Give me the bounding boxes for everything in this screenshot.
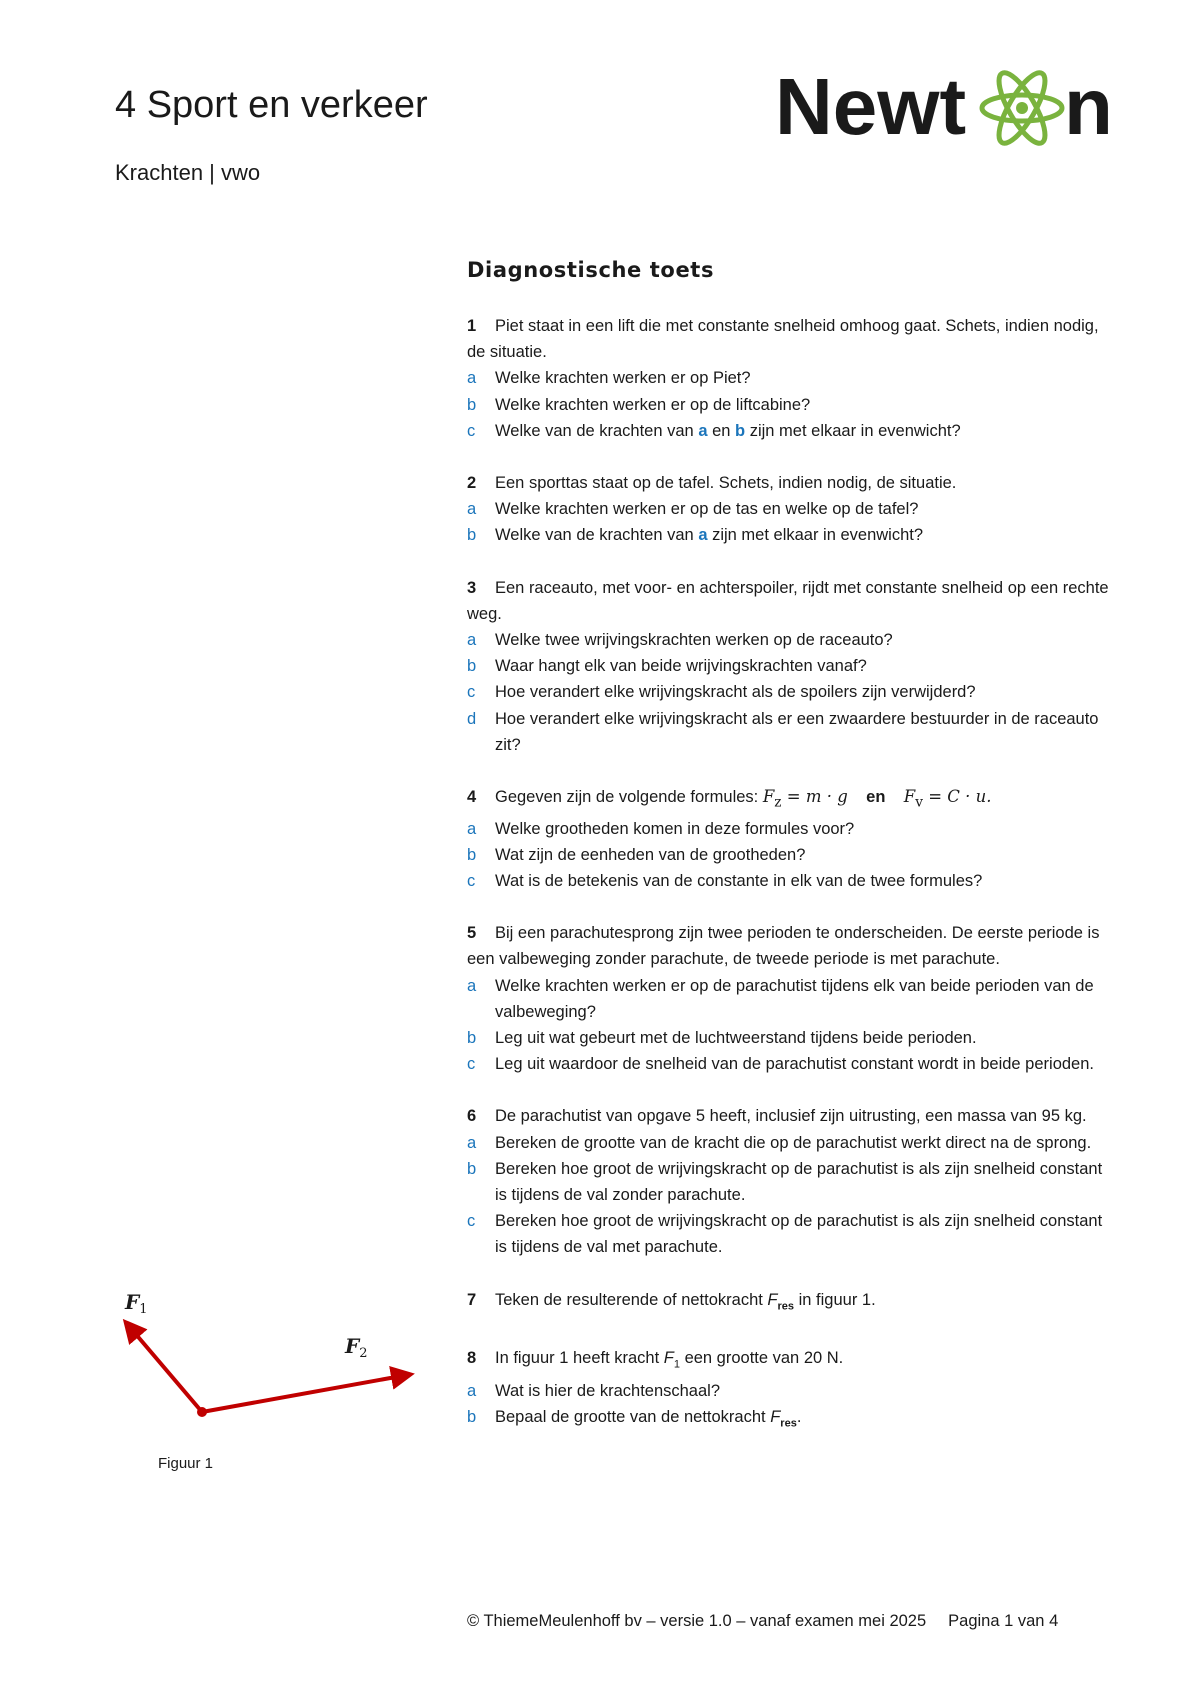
subquestion-3c bbox=[467, 679, 1117, 705]
newton-logo bbox=[775, 62, 1120, 152]
formula-friction: $F_v = C \cdot u$. bbox=[903, 787, 992, 811]
force-diagram bbox=[115, 1285, 435, 1435]
question-text: Teken de resulterende of nettokracht $F_{res}$ in figuur 1. bbox=[495, 1290, 876, 1312]
subquestion-letter: b bbox=[467, 526, 477, 545]
subquestion-3a bbox=[467, 627, 1117, 653]
subquestion-8b bbox=[467, 1404, 1117, 1437]
subquestion-2a bbox=[467, 496, 1117, 522]
subquestion-4c bbox=[467, 868, 1117, 894]
subquestion-text: Welke van de krachten van a zijn met elkaar in evenwicht? bbox=[495, 526, 924, 545]
question-7 bbox=[467, 1287, 1117, 1320]
subquestion-letter: c bbox=[467, 1055, 476, 1074]
question-text: Gegeven zijn de volgende formules: bbox=[495, 788, 763, 807]
subquestion-letter: a bbox=[467, 819, 477, 838]
question-number: 8 bbox=[467, 1349, 477, 1368]
question-8 bbox=[467, 1345, 1117, 1436]
subquestion-text: Wat is hier de krachtenschaal? bbox=[495, 1381, 720, 1400]
question-text: In figuur 1 heeft kracht $F_1$ een grootte van 20 N. bbox=[495, 1349, 844, 1371]
question-number: 2 bbox=[467, 474, 477, 493]
question-list bbox=[467, 313, 1117, 1462]
subquestion-text: Waar hangt elk van beide wrijvingskrachten vanaf? bbox=[495, 657, 867, 676]
subquestion-text: Leg uit waardoor de snelheid van de parachutist constant wordt in beide perioden. bbox=[495, 1055, 1094, 1074]
atom-icon bbox=[982, 67, 1062, 149]
subquestion-letter: c bbox=[467, 1212, 476, 1231]
question-text: Een raceauto, met voor- en achterspoiler, rijdt met constante snelheid op een rechte weg. bbox=[467, 578, 1109, 623]
subquestion-letter: a bbox=[467, 1133, 477, 1152]
label-f2: $F_2$ bbox=[345, 1334, 368, 1361]
subquestion-5a bbox=[467, 973, 1117, 1025]
question-6 bbox=[467, 1103, 1117, 1260]
subquestion-2b bbox=[467, 522, 1117, 548]
label-f1: $F_1$ bbox=[125, 1290, 148, 1317]
subquestion-letter: c bbox=[467, 421, 476, 440]
question-text: Een sporttas staat op de tafel. Schets, indien nodig, de situatie. bbox=[495, 474, 957, 493]
subquestion-letter: b bbox=[467, 1407, 477, 1426]
question-number: 6 bbox=[467, 1107, 477, 1126]
logo-text-right: n bbox=[1064, 62, 1113, 151]
question-number: 3 bbox=[467, 578, 477, 597]
subquestion-letter: b bbox=[467, 395, 477, 414]
document-subtitle: Krachten | vwo bbox=[115, 160, 261, 185]
figure-caption: Figuur 1 bbox=[158, 1455, 214, 1472]
subquestion-3d bbox=[467, 706, 1117, 758]
subquestion-letter: d bbox=[467, 709, 477, 728]
subquestion-5b bbox=[467, 1025, 1117, 1051]
question-3 bbox=[467, 575, 1117, 758]
subquestion-text: Hoe verandert elke wrijvingskracht als er een zwaardere bestuurder in de raceauto zit? bbox=[495, 709, 1099, 754]
question-text: Piet staat in een lift die met constante snelheid omhoog gaat. Schets, indien nodig, de situatie. bbox=[467, 317, 1099, 362]
subquestion-text: Welke krachten werken er op de tas en welke op de tafel? bbox=[495, 500, 919, 519]
reference-letter: a bbox=[698, 421, 708, 440]
subquestion-4a bbox=[467, 816, 1117, 842]
question-number: 1 bbox=[467, 317, 477, 335]
page-footer bbox=[467, 1612, 1058, 1631]
subquestion-letter: c bbox=[467, 683, 476, 702]
formula-connector: en bbox=[866, 788, 886, 807]
force-vector-f2 bbox=[202, 1375, 407, 1412]
subquestion-6c bbox=[467, 1208, 1117, 1260]
subquestion-letter: b bbox=[467, 657, 477, 676]
page-number: Pagina 1 van 4 bbox=[948, 1612, 1059, 1630]
copyright-notice: © ThiemeMeulenhoff bv – versie 1.0 – vanaf examen mei 2025 bbox=[467, 1612, 927, 1630]
subquestion-6b bbox=[467, 1156, 1117, 1208]
subquestion-letter: a bbox=[467, 500, 477, 519]
subquestion-3b bbox=[467, 653, 1117, 679]
subquestion-text: Leg uit wat gebeurt met de luchtweerstand tijdens beide perioden. bbox=[495, 1028, 977, 1047]
subquestion-text: Welke krachten werken er op de liftcabine? bbox=[495, 395, 811, 414]
subquestion-text: Wat is de betekenis van de constante in elk van de twee formules? bbox=[495, 871, 983, 890]
subquestion-text: Welke twee wrijvingskrachten werken op de raceauto? bbox=[495, 631, 893, 650]
subquestion-1c bbox=[467, 418, 1117, 444]
subquestion-text: Welke grootheden komen in deze formules voor? bbox=[495, 819, 855, 838]
subquestion-text: Bereken hoe groot de wrijvingskracht op de parachutist is als zijn snelheid constant is tijdens de val zonder parachute. bbox=[495, 1159, 1103, 1204]
question-5 bbox=[467, 920, 1117, 1077]
subquestion-text: Welke krachten werken er op de parachutist tijdens elk van beide perioden van de valbeweging? bbox=[495, 976, 1094, 1021]
force-vector-f1 bbox=[128, 1325, 202, 1412]
subquestion-8a bbox=[467, 1378, 1117, 1404]
subquestion-letter: a bbox=[467, 976, 477, 995]
subquestion-4b bbox=[467, 842, 1117, 868]
question-4 bbox=[467, 784, 1117, 894]
section-heading: Diagnostische toets bbox=[467, 258, 715, 282]
question-text: Bij een parachutesprong zijn twee perioden te onderscheiden. De eerste periode is een valbeweging zonder parachute, de tweede periode is met parachute. bbox=[467, 924, 1100, 969]
subquestion-letter: b bbox=[467, 1159, 477, 1178]
question-number: 4 bbox=[467, 788, 477, 807]
subquestion-text: Welke van de krachten van a en b zijn met elkaar in evenwicht? bbox=[495, 421, 961, 440]
subquestion-text: Welke krachten werken er op Piet? bbox=[495, 369, 751, 388]
logo-text-left: Newt bbox=[775, 62, 967, 151]
question-number: 5 bbox=[467, 924, 477, 943]
reference-letter: b bbox=[735, 421, 746, 440]
subquestion-letter: a bbox=[467, 1381, 477, 1400]
subquestion-letter: b bbox=[467, 1028, 477, 1047]
subquestion-letter: a bbox=[467, 369, 477, 388]
question-2 bbox=[467, 470, 1117, 549]
subquestion-text: Wat zijn de eenheden van de grootheden? bbox=[495, 845, 806, 864]
subquestion-5c bbox=[467, 1051, 1117, 1077]
subquestion-letter: c bbox=[467, 871, 476, 890]
subquestion-text: Hoe verandert elke wrijvingskracht als de spoilers zijn verwijderd? bbox=[495, 683, 976, 702]
subquestion-text: Bereken hoe groot de wrijvingskracht op de parachutist is als zijn snelheid constant is tijdens de val met parachute. bbox=[495, 1212, 1103, 1257]
reference-letter: a bbox=[698, 526, 708, 545]
subquestion-1b bbox=[467, 392, 1117, 418]
subquestion-letter: b bbox=[467, 845, 477, 864]
question-text: De parachutist van opgave 5 heeft, inclusief zijn uitrusting, een massa van 95 kg. bbox=[495, 1107, 1087, 1126]
subquestion-letter: a bbox=[467, 631, 477, 650]
formula-gravity: $F_z = m \cdot g$ bbox=[762, 787, 848, 811]
subquestion-text: Bepaal de grootte van de nettokracht $F_{res}$. bbox=[495, 1407, 802, 1430]
subquestion-6a bbox=[467, 1130, 1117, 1156]
question-number: 7 bbox=[467, 1290, 477, 1309]
document-title: 4 Sport en verkeer bbox=[115, 84, 428, 126]
subquestion-1a bbox=[467, 365, 1117, 391]
force-origin-point bbox=[197, 1407, 207, 1417]
question-1 bbox=[467, 313, 1117, 444]
subquestion-text: Bereken de grootte van de kracht die op de parachutist werkt direct na de sprong. bbox=[495, 1133, 1092, 1152]
